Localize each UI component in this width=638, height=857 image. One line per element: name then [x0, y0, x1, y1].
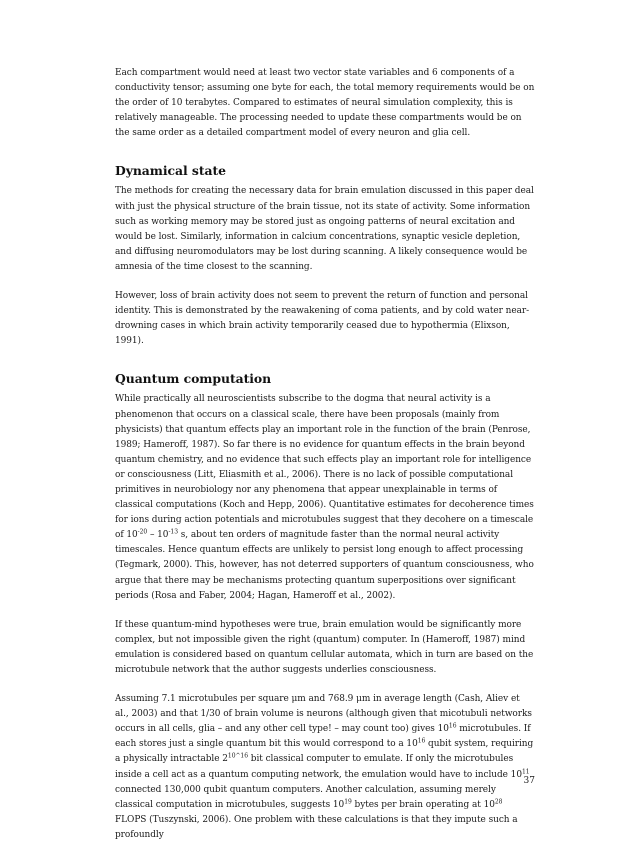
superscript: 19	[344, 798, 352, 806]
text-run: While practically all neuroscientists subscribe to the dogma that neural activity is a phenomenon that occurs on a classical scale, there have been proposals (mainly from physicists) that quantum effects play an important role in the function of the brain (Penrose, 1989; Hameroff, 1987). So far there is no evidence for quantum effects in the brain beyond quantum chemistry, and no evidence that such effects play an important role for intelligence or consciousness (Litt, Eliasmith et al., 2006). There is no lack of possible computational primitives in neurobiology nor any phenomena that appear unexplainable in terms of classical computations (Koch and Hepp, 2006). Quantitative estimates for decoherence times for ions during action potentials and microtubules suggest that they decohere on a timescale of 10	[115, 394, 534, 541]
text-run: bit classical computer to emulate. If only the microtubules inside a cell act as a quantum computing network, the emulation would have to include 10	[115, 754, 522, 780]
text-run: Assuming 7.1 microtubules per square μm and 768.9 μm in average length (Cash, Aliev et al., 2003) and that 1/30 of brain volume is neurons (although given that micotubuli networks occurs in all cells, glia – and any other cell type! – may count too) gives 10	[115, 694, 532, 735]
superscript: 16	[448, 722, 457, 730]
dynamical-paragraph-2: However, loss of brain activity does not seem to prevent the return of function and personal identity. This is demonstrated by the reawakening of coma patients, and by cold water near-drowning cases in which brain activity temporarily ceased due to hypothermia (Elixson, 1991).	[115, 291, 530, 347]
text-run: – 10	[147, 530, 169, 541]
superscript: 10^16	[227, 752, 248, 760]
quantum-paragraph-3	[115, 692, 535, 843]
superscript: -20	[137, 528, 148, 536]
text-run: s, about ten orders of magnitude faster than the normal neural activity timescales. Hence quantum effects are unlikely to persist long enough to affect processing (Tegmark, 2000). This, however, has not deterred supporters of quantum consciousness, who argue that there may be mechanisms protecting quantum superpositions over significant periods (Rosa and Faber, 2004; Hagan, Hameroff et al., 2002).	[115, 530, 534, 601]
page-number: 37	[523, 776, 535, 786]
text-run: qubit system, requiring a physically intractable 2	[115, 739, 534, 765]
intro-paragraph: Each compartment would need at least two vector state variables and 6 components of a conductivity tensor; assuming one byte for each, the total memory requirements would be on the order of 10 terabytes. Compared to estimates of neural simulation complexity, this is relatively manageable. The processing needed to update these compartments would be on the same order as a detailed compartment model of every neuron and glia cell.	[115, 68, 535, 139]
superscript: 28	[494, 798, 503, 806]
text-run: bytes per brain operating at 10	[351, 799, 495, 810]
page-content	[115, 66, 535, 857]
text-run: connected 130,000 qubit quantum computers. Another calculation, assuming merely classical computation in microtubules, suggests 10	[115, 784, 496, 810]
superscript: -13	[168, 528, 178, 536]
text-run: FLOPS (Tuszynski, 2006). One problem with these calculations is that they impute such a profoundly	[115, 814, 518, 840]
quantum-paragraph-2: If these quantum-mind hypotheses were true, brain emulation would be significantly more complex, but not impossible given the right (quantum) computer. In (Hameroff, 1987) mind emulation is considered based on quantum cellular automata, which in turn are based on the microtubule network that the author suggests underlies consciousness.	[115, 619, 534, 675]
superscript: 16	[417, 737, 426, 745]
dynamical-paragraph-1: The methods for creating the necessary data for brain emulation discussed in this paper deal with just the physical structure of the brain tissue, not its state of activity. Some information such as working memory may be stored just as ongoing patterns of neural excitation and would be lost. Similarly, information in calcium concentrations, synaptic vesicle depletion, and diffusing neuromodulators may be lost during scanning. A likely consequence would be amnesia of the time closest to the scanning.	[115, 186, 534, 272]
quantum-paragraph-1	[115, 392, 535, 603]
text-run: microtubules. If each stores just a single quantum bit this would correspond to a 10	[115, 724, 531, 750]
section-heading-quantum-computation: Quantum computation	[115, 371, 272, 387]
superscript: 11	[521, 768, 530, 776]
section-heading-dynamical-state: Dynamical state	[115, 163, 226, 179]
